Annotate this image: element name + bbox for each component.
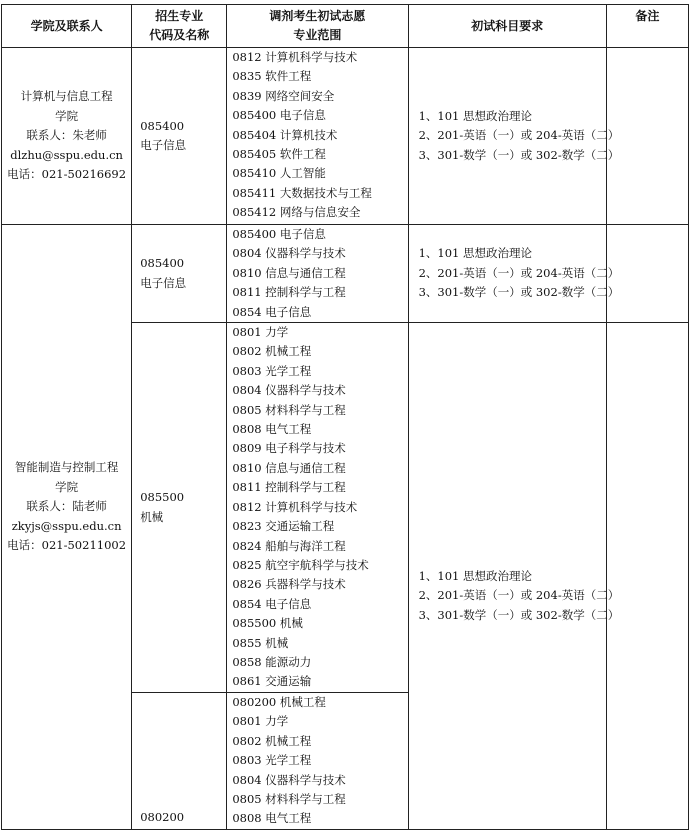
remark-cell — [606, 323, 688, 830]
header-row — [2, 5, 689, 48]
header-range-line2: 专业范围 — [293, 28, 342, 42]
adjustment-table — [1, 4, 689, 830]
range-item: 0805 材料科学与工程 — [232, 792, 346, 807]
major-code: 085400 — [140, 118, 185, 133]
major-code: 080200 — [140, 809, 185, 824]
range-item: 0839 网络空间安全 — [232, 88, 335, 103]
range-item: 0823 交通运输工程 — [232, 519, 335, 534]
table-row — [2, 48, 689, 225]
range-item: 0861 交通运输 — [232, 674, 312, 689]
contact-email: zkyjs@sspu.edu.cn — [11, 518, 122, 533]
header-remark: 备注 — [606, 5, 688, 48]
range-item: 0824 船舶与海洋工程 — [232, 538, 346, 553]
range-item: 0801 力学 — [232, 325, 289, 340]
major-cell — [132, 323, 227, 693]
range-item: 0802 机械工程 — [232, 344, 312, 359]
range-item: 0804 仪器科学与技术 — [232, 383, 346, 398]
major-cell — [132, 693, 227, 830]
subjects-cell — [408, 225, 620, 323]
range-cell — [227, 48, 408, 225]
contact-phone: 电话：021-50211002 — [7, 538, 127, 553]
subject-item: 3、301-数学（一）或 302-数学（二） — [418, 607, 620, 622]
major-code: 085500 — [140, 490, 185, 505]
header-school: 学院及联系人 — [2, 5, 132, 48]
contact-person: 联系人：陆老师 — [26, 499, 107, 514]
major-name: 电子信息 — [140, 275, 187, 290]
subject-item: 2、201-英语（一）或 204-英语（二） — [418, 265, 620, 280]
range-item: 0803 光学工程 — [232, 753, 312, 768]
header-major-line1: 招生专业 — [155, 9, 204, 23]
range-item: 0812 计算机科学与技术 — [232, 50, 358, 64]
range-item: 0811 控制科学与工程 — [232, 480, 346, 495]
subject-item: 1、101 思想政治理论 — [418, 246, 532, 261]
range-item: 085410 人工智能 — [232, 166, 326, 181]
school-name-suffix: 学院 — [55, 479, 79, 494]
range-item: 085411 大数据技术与工程 — [232, 185, 372, 200]
range-item: 085400 电子信息 — [232, 227, 326, 241]
school-name: 智能制造与控制工程 — [14, 460, 119, 475]
range-item: 0811 控制科学与工程 — [232, 285, 346, 300]
subjects-cell — [408, 323, 620, 830]
header-major-line2: 代码及名称 — [149, 28, 210, 42]
range-cell — [227, 693, 408, 830]
table-row — [2, 225, 689, 323]
range-cell — [227, 225, 408, 323]
range-item: 0804 仪器科学与技术 — [232, 772, 346, 787]
range-item: 0854 电子信息 — [232, 596, 312, 611]
subject-item: 1、101 思想政治理论 — [418, 108, 532, 123]
range-item: 0803 光学工程 — [232, 363, 312, 378]
range-item: 085500 机械 — [232, 616, 303, 631]
range-item: 0854 电子信息 — [232, 304, 312, 319]
range-item: 0825 航空宇航科学与技术 — [232, 557, 369, 572]
range-item: 085405 软件工程 — [232, 147, 326, 162]
contact-person: 联系人：朱老师 — [26, 128, 107, 143]
range-item: 0810 信息与通信工程 — [232, 460, 346, 475]
range-item: 0804 仪器科学与技术 — [232, 246, 346, 261]
school-cell — [2, 225, 132, 830]
range-item: 0805 材料科学与工程 — [232, 402, 346, 417]
range-item: 0826 兵器科学与技术 — [232, 577, 346, 592]
range-item: 0835 软件工程 — [232, 69, 312, 84]
range-item: 0802 机械工程 — [232, 733, 312, 748]
range-item: 0809 电子科学与技术 — [232, 441, 346, 456]
range-item: 080200 机械工程 — [232, 695, 326, 710]
header-major — [132, 5, 227, 48]
subject-item: 3、301-数学（一）或 302-数学（二） — [418, 147, 620, 162]
range-item: 0801 力学 — [232, 714, 289, 729]
range-cell — [227, 323, 408, 693]
major-cell — [132, 225, 227, 323]
range-item: 0808 电气工程 — [232, 811, 312, 826]
subject-item: 2、201-英语（一）或 204-英语（二） — [418, 588, 620, 603]
contact-email: dlzhu@sspu.edu.cn — [10, 147, 123, 162]
major-name: 机械 — [140, 509, 164, 524]
major-code: 085400 — [140, 256, 185, 271]
range-item: 085404 计算机技术 — [232, 127, 338, 142]
range-item: 085400 电子信息 — [232, 108, 326, 123]
range-item: 0812 计算机科学与技术 — [232, 499, 358, 514]
subject-item: 1、101 思想政治理论 — [418, 568, 532, 583]
subject-item: 2、201-英语（一）或 204-英语（二） — [418, 128, 620, 143]
contact-phone: 电话：021-50216692 — [7, 167, 127, 182]
school-name-suffix: 学院 — [55, 108, 79, 123]
subject-item: 3、301-数学（一）或 302-数学（二） — [418, 285, 620, 300]
major-cell — [132, 48, 227, 225]
header-range-line1: 调剂考生初试志愿 — [269, 9, 366, 23]
major-name: 电子信息 — [140, 138, 187, 152]
range-item: 085412 网络与信息安全 — [232, 205, 361, 220]
subjects-cell — [408, 48, 620, 225]
range-item: 0810 信息与通信工程 — [232, 265, 346, 280]
range-item: 0858 能源动力 — [232, 654, 312, 669]
range-item: 0808 电气工程 — [232, 422, 312, 437]
range-item: 0855 机械 — [232, 635, 289, 650]
school-name: 计算机与信息工程 — [20, 89, 113, 104]
header-subjects: 初试科目要求 — [408, 5, 606, 48]
header-range — [227, 5, 408, 48]
school-cell — [2, 48, 132, 225]
